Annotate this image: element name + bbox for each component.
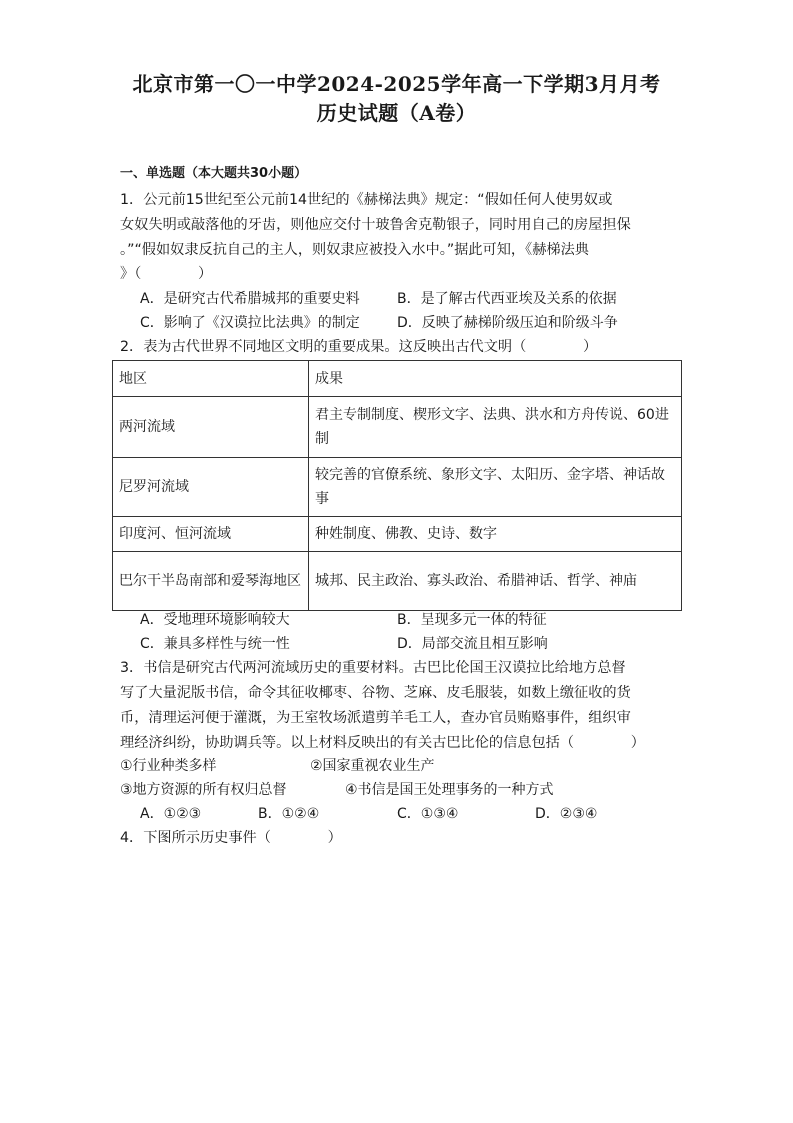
- table-cell-achievement: 种姓制度、佛教、史诗、数字: [309, 517, 682, 552]
- question-1-line-3: 。”“假如奴隶反抗自己的主人，则奴隶应被投入水中。”据此可知，《赫梯法典: [120, 242, 589, 258]
- table-header-row: [113, 361, 682, 397]
- question-3-item-4: ④书信是国王处理事务的一种方式: [345, 782, 554, 798]
- question-1-option-d: D．反映了赫梯阶级压迫和阶级斗争: [397, 315, 618, 331]
- table-row: [113, 552, 682, 611]
- question-3-item-2: ②国家重视农业生产: [310, 758, 435, 774]
- table-cell-region: 巴尔干半岛南部和爱琴海地区: [113, 552, 309, 611]
- question-3-option-b: B．①②④: [258, 806, 320, 822]
- table-header-cell: 地区: [113, 361, 309, 397]
- question-2-option-c: C．兼具多样性与统一性: [140, 636, 290, 652]
- table-cell-region: 两河流域: [113, 397, 309, 458]
- table-header-cell: 成果: [309, 361, 682, 397]
- question-3-line-2: 写了大量泥版书信，命令其征收椰枣、谷物、芝麻、皮毛服装，如数上缴征收的货: [120, 685, 631, 701]
- question-1-option-c: C．影响了《汉谟拉比法典》的制定: [140, 315, 360, 331]
- question-3-line-1: 3．书信是研究古代两河流域历史的重要材料。古巴比伦国王汉谟拉比给地方总督: [120, 660, 626, 676]
- question-3-item-3: ③地方资源的所有权归总督: [120, 782, 287, 798]
- question-1-line-1: 1．公元前15世纪至公元前14世纪的《赫梯法典》规定：“假如任何人使男奴或: [120, 192, 613, 208]
- table-row: [113, 397, 682, 458]
- table-cell-achievement: 较完善的官僚系统、象形文字、太阳历、金字塔、神话故事: [309, 458, 682, 517]
- exam-title: 北京市第一〇一中学2024-2025学年高一下学期3月月考: [132, 72, 661, 96]
- question-1-line-4: 》（ ）: [120, 266, 213, 282]
- table-cell-region: 印度河、恒河流域: [113, 517, 309, 552]
- exam-subtitle: 历史试题（A卷）: [316, 101, 477, 125]
- question-3-item-1: ①行业种类多样: [120, 758, 217, 774]
- table-row: [113, 517, 682, 552]
- question-3-line-4: 理经济纠纷，协助调兵等。以上材料反映出的有关古巴比伦的信息包括（ ）: [120, 735, 645, 751]
- question-1-line-2: 女奴失明或敲落他的牙齿，则他应交付十玻鲁舍克勒银子，同时用自己的房屋担保: [120, 217, 631, 233]
- question-1-option-b: B．是了解古代西亚埃及关系的依据: [397, 291, 617, 307]
- question-2-option-b: B．呈现多元一体的特征: [397, 612, 547, 628]
- question-2-option-a: A．受地理环境影响较大: [140, 612, 290, 628]
- table-cell-achievement: 城邦、民主政治、寡头政治、希腊神话、哲学、神庙: [309, 552, 682, 611]
- table-cell-region: 尼罗河流域: [113, 458, 309, 517]
- question-2-stem: 2．表为古代世界不同地区文明的重要成果。这反映出古代文明（ ）: [120, 339, 598, 355]
- civilization-table: [112, 360, 682, 611]
- table-cell-achievement: 君主专制制度、楔形文字、法典、洪水和方舟传说、60进制: [309, 397, 682, 458]
- question-3-line-3: 币，清理运河便于灌溉，为王室牧场派遣剪羊毛工人，查办官员贿赂事件，组织审: [120, 710, 631, 726]
- section-heading: 一、单选题（本大题共30小题）: [120, 166, 308, 181]
- table-row: [113, 458, 682, 517]
- question-3-option-a: A．①②③: [140, 806, 202, 822]
- question-1-option-a: A．是研究古代希腊城邦的重要史料: [140, 291, 360, 307]
- question-3-option-d: D．②③④: [535, 806, 598, 822]
- question-4-stem: 4．下图所示历史事件（ ）: [120, 830, 342, 846]
- question-3-option-c: C．①③④: [397, 806, 459, 822]
- question-2-option-d: D．局部交流且相互影响: [397, 636, 548, 652]
